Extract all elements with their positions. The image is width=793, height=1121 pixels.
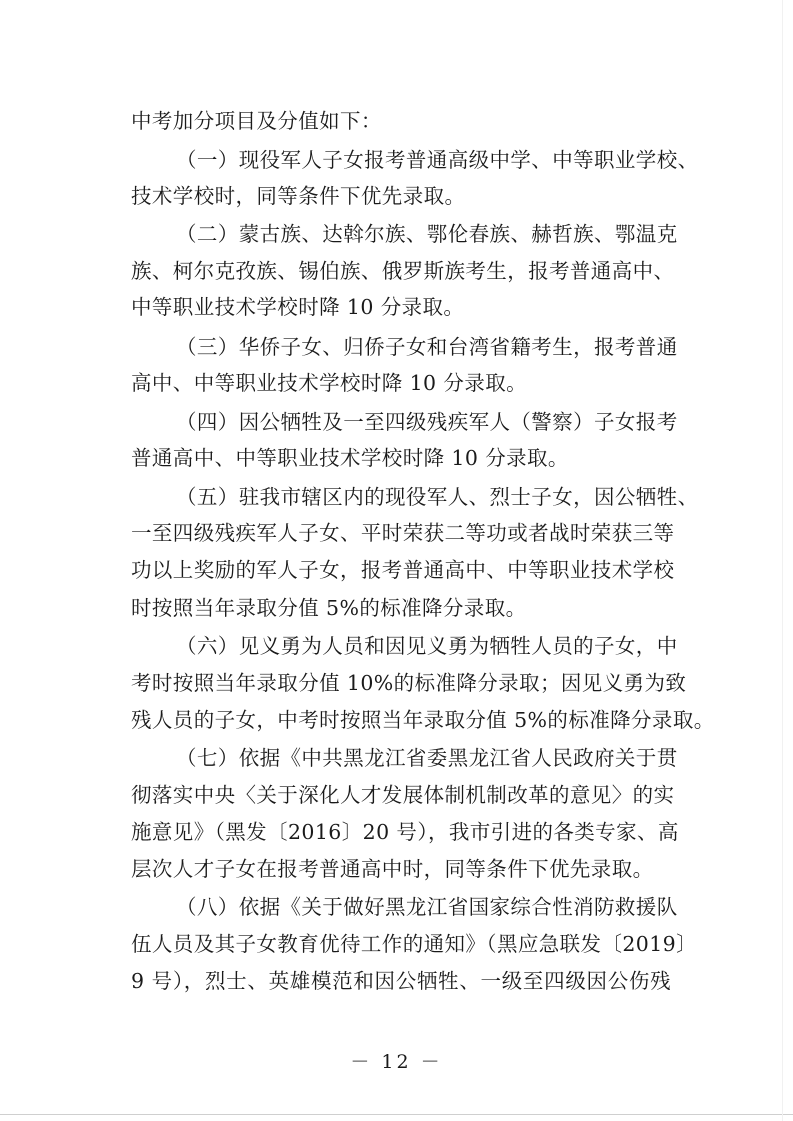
paragraph-6-line-2: 考时按照当年录取分值 10%的标准降分录取；因见义勇为致: [131, 671, 687, 695]
paragraph-5-line-1: （五）驻我市辖区内的现役军人、烈士子女，因公牺牲、: [176, 485, 699, 509]
paragraph-8-line-3: 9 号），烈士、英雄模范和因公牺牲、一级至四级因公伤残: [131, 969, 671, 993]
paragraph-7-line-3: 施意见》（黑发〔2016〕20 号），我市引进的各类专家、高: [131, 820, 679, 844]
paragraph-1-line-2: 技术学校时，同等条件下优先录取。: [131, 184, 466, 208]
paragraph-5-line-3: 功以上奖励的军人子女，报考普通高中、中等职业技术学校: [131, 558, 675, 582]
scan-edge-right: [782, 0, 783, 1121]
paragraph-1-line-1: （一）现役军人子女报考普通高级中学、中等职业学校、: [176, 148, 699, 172]
paragraph-6-line-3: 残人员的子女，中考时按照当年录取分值 5%的标准降分录取。: [131, 708, 715, 732]
paragraph-3-line-1: （三）华侨子女、归侨子女和台湾省籍考生，报考普通: [176, 335, 678, 359]
scan-edge-divider: [0, 1114, 793, 1115]
paragraph-2-line-3: 中等职业技术学校时降 10 分录取。: [131, 295, 465, 319]
text-line: 中考加分项目及分值如下：: [131, 109, 382, 133]
paragraph-5-line-2: 一至四级残疾军人子女、平时荣获二等功或者战时荣获三等: [131, 521, 675, 545]
paragraph-5-line-4: 时按照当年录取分值 5%的标准降分录取。: [131, 596, 527, 620]
paragraph-4-line-1: （四）因公牺牲及一至四级残疾军人（警察）子女报考: [176, 410, 678, 434]
paragraph-3-line-2: 高中、中等职业技术学校时降 10 分录取。: [131, 371, 528, 395]
paragraph-6-line-1: （六）见义勇为人员和因见义勇为牺牲人员的子女，中: [176, 634, 678, 658]
paragraph-7-line-2: 彻落实中央〈关于深化人才发展体制机制改革的意见〉的实: [131, 783, 675, 807]
paragraph-8-line-2: 伍人员及其子女教育优待工作的通知》（黑应急联发〔2019〕: [131, 932, 698, 956]
paragraph-7-line-1: （七）依据《中共黑龙江省委黑龙江省人民政府关于贯: [176, 746, 678, 770]
paragraph-2-line-1: （二）蒙古族、达斡尔族、鄂伦春族、赫哲族、鄂温克: [176, 222, 678, 246]
page-number: － 12 －: [350, 1051, 443, 1073]
paragraph-7-line-4: 层次人才子女在报考普通高中时，同等条件下优先录取。: [131, 857, 654, 881]
paragraph-4-line-2: 普通高中、中等职业技术学校时降 10 分录取。: [131, 446, 569, 470]
paragraph-2-line-2: 族、柯尔克孜族、锡伯族、俄罗斯族考生，报考普通高中、: [131, 259, 675, 283]
paragraph-8-line-1: （八）依据《关于做好黑龙江省国家综合性消防救援队: [176, 895, 678, 919]
